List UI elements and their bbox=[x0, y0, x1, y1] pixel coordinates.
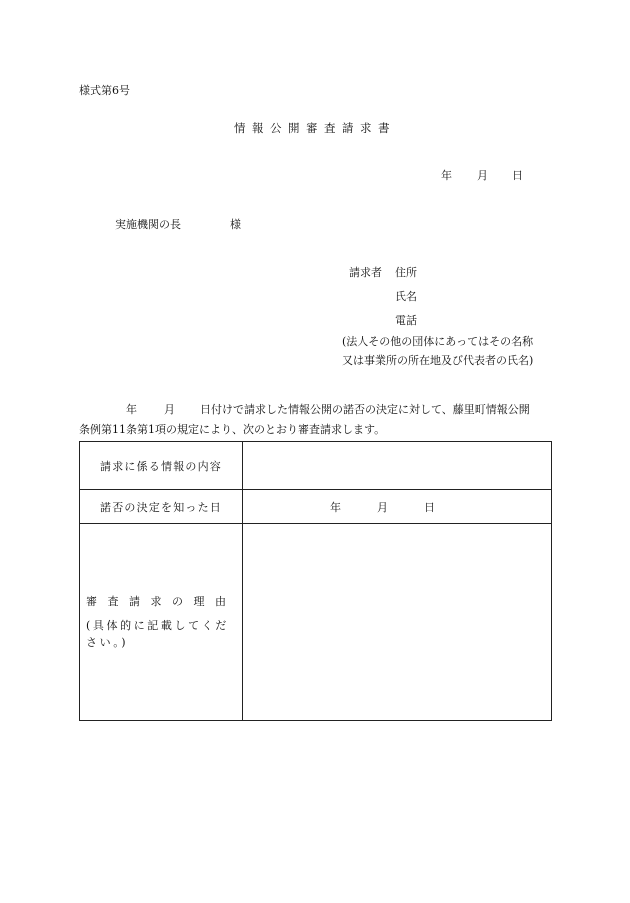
body-line1 bbox=[79, 401, 530, 417]
requester-address-label: 住所 bbox=[395, 266, 417, 279]
requester-note-line1: (法人その他の団体にあってはその名称 bbox=[342, 335, 534, 348]
addressee-label: 実施機関の長 bbox=[115, 218, 181, 231]
table-row bbox=[80, 524, 552, 721]
requester-name-label: 氏名 bbox=[395, 290, 417, 303]
decision-day-label: 日 bbox=[424, 501, 435, 514]
requester-phone-label: 電話 bbox=[395, 314, 417, 327]
decision-month-label: 月 bbox=[377, 501, 388, 514]
decision-year-label: 年 bbox=[330, 501, 341, 514]
request-table bbox=[79, 441, 552, 721]
requester-note-line2: 又は事業所の所在地及び代表者の氏名) bbox=[342, 354, 534, 367]
date-day-label: 日 bbox=[512, 169, 523, 182]
form-number: 様式第6号 bbox=[79, 84, 130, 97]
addressee-honorific: 様 bbox=[230, 218, 241, 231]
reason-field[interactable] bbox=[243, 524, 552, 721]
reason-label-cell bbox=[80, 524, 243, 721]
reason-note: (具体的に記載してください。) bbox=[86, 619, 229, 649]
document-title: 情報公開審査請求書 bbox=[234, 121, 396, 135]
body-month-label: 月 bbox=[164, 403, 175, 416]
body-line1-text: 日付けで請求した情報公開の諾否の決定に対して、藤里町情報公開 bbox=[200, 403, 530, 416]
body-line2: 条例第11条第1項の規定により、次のとおり審査請求します。 bbox=[79, 423, 386, 436]
reason-label: 審査請求の理由 bbox=[86, 595, 237, 608]
decision-date-label: 諾否の決定を知った日 bbox=[80, 490, 243, 524]
date-year-label: 年 bbox=[441, 169, 452, 182]
requester-label: 請求者 bbox=[349, 266, 382, 279]
table-row bbox=[80, 490, 552, 524]
date-month-label: 月 bbox=[477, 169, 488, 182]
body-year-label: 年 bbox=[126, 403, 137, 416]
info-content-field[interactable] bbox=[243, 442, 552, 490]
table-row bbox=[80, 442, 552, 490]
info-content-label: 請求に係る情報の内容 bbox=[80, 442, 243, 490]
decision-date-field[interactable] bbox=[243, 490, 552, 524]
